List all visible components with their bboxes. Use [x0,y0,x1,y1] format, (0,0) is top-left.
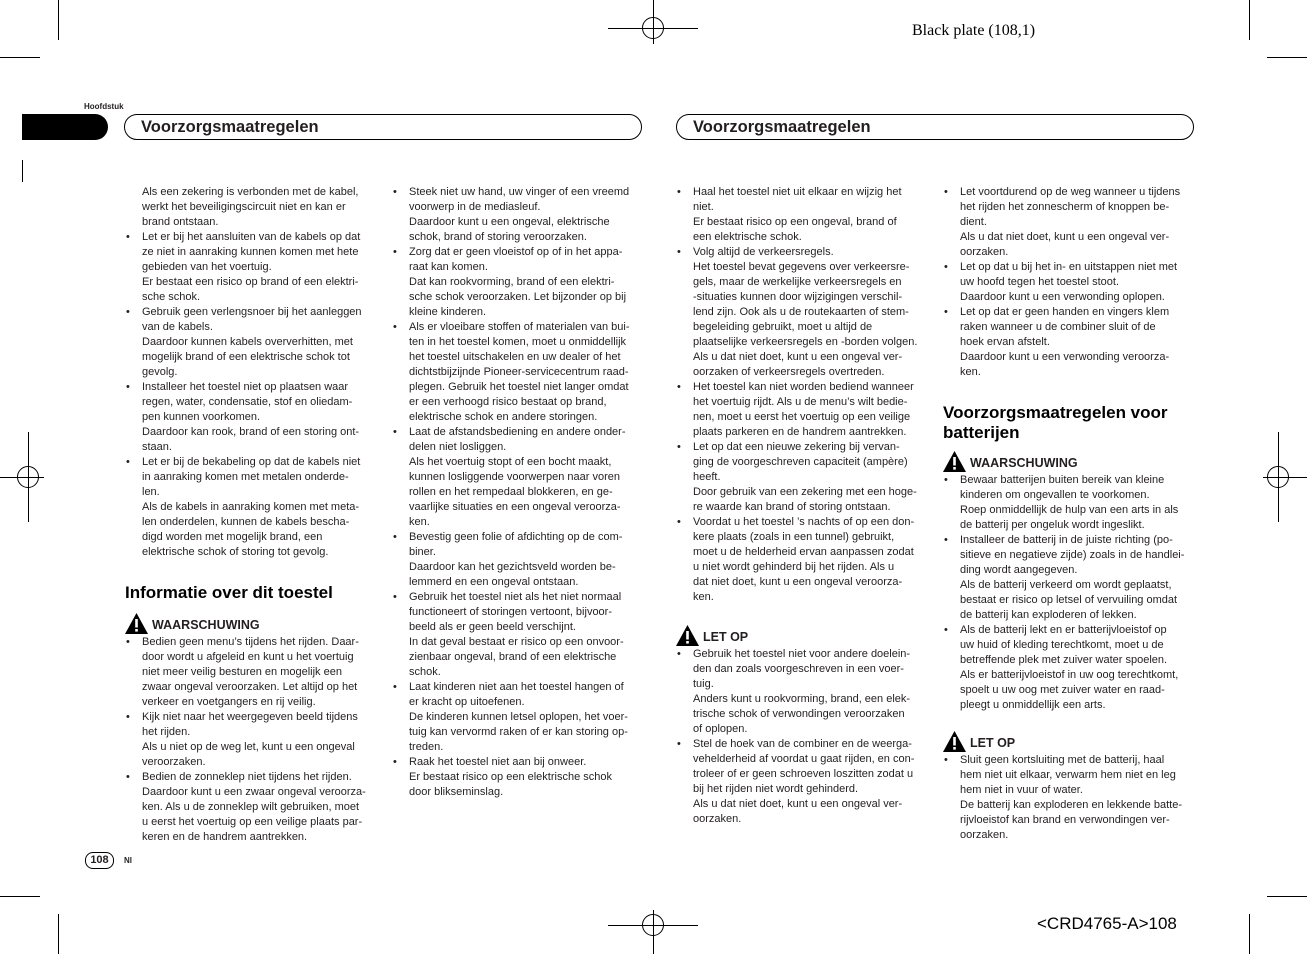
bullet-line: • Als de batterij lekt en er batterijvloeistof op [943,623,1195,638]
text-line: Als u dat niet doet, kunt u een ongeval ver- [960,231,1170,243]
text-line: het rijden. [142,726,191,738]
text-line: Als u dat niet doet, kunt u een ongeval ver- [693,798,903,810]
text-line: oorzaken of verkeersregels overtreden. [693,366,885,378]
column-4 [943,185,1195,843]
text-line: door wordt u afgeleid en kunt u het voertuig [142,651,354,663]
text-line: rollen en het rempedaal blokkeren, en ge- [409,486,613,498]
text-line: gevolg. [142,366,178,378]
crop-mark [58,0,59,40]
text-line: schok, brand of storing veroorzaken. [409,231,587,243]
crop-mark [58,914,59,954]
text-line: re waarde kan brand of storing ontstaan. [693,501,891,513]
text-line: lemmerd en een ongeval ontstaan. [409,576,579,588]
text-block [676,185,928,605]
text-line: Daardoor kunt u een verwonding veroorza- [960,351,1170,363]
bullet-line: • Volg altijd de verkeersregels. [676,245,928,260]
bullet-line: • Gebruik geen verlengsnoer bij het aanleggen [125,305,377,320]
bullet-line: • Kijk niet naar het weergegeven beeld tijdens [125,710,377,725]
section-heading: Informatie over dit toestel [125,583,333,602]
text-line: elektrische schok en andere storingen. [409,411,598,423]
text-line: plaats parkeren en de handrem aantrekken. [693,426,907,438]
text-line: raat kan komen. [409,261,488,273]
text-line: dichtstbijzijnde Pioneer-servicecentrum raad- [409,366,629,378]
text-line: er een verhoogd risico bestaat op brand, [409,396,607,408]
text-line: ken. [409,516,430,528]
warning-icon [943,451,966,472]
text-line: spoelt u uw oog met zuiver water en raad- [960,684,1165,696]
text-line: Als een zekering is verbonden met de kabel, [142,186,359,198]
text-line: len onderdelen, kunnen de kabels bescha- [142,516,350,528]
text-line: tuig kan vervormd raken of er kan storing op- [409,726,628,738]
text-line: van de kabels. [142,321,213,333]
text-line: er kracht op uitoefenen. [409,696,525,708]
text-line: sitieve en negatieve zijde) zoals in de handlei- [960,549,1185,561]
text-line: kere plaats (zoals in een tunnel) gebruikt, [693,531,895,543]
crop-mark [1249,914,1250,954]
text-line: Als er batterijvloeistof in uw oog terechtkomt, [960,669,1179,681]
text-line: pleegt u onmiddellijk een arts. [960,699,1106,711]
text-block [125,635,377,845]
bullet-line: • Installeer het toestel niet op plaatsen waar [125,380,377,395]
warning-icon [943,731,966,752]
text-line: bestaat er risico op letsel of vervuiling omdat [960,594,1178,606]
text-line: gebieden van het voertuig. [142,261,272,273]
text-line: u eerst het voertuig op een veilige plaats par- [142,816,363,828]
crop-mark [0,57,40,58]
text-line: hem niet in vuur of water. [960,784,1083,796]
bullet-line: • Steek niet uw hand, uw vinger of een vreemd [392,185,644,200]
text-line: ken. [693,591,714,603]
bullet-line: • Laat kinderen niet aan het toestel hangen of [392,680,644,695]
text-line: moet u de helderheid ervan aanpassen zodat [693,546,914,558]
text-line: lend zijn. Ook als u de routekaarten of stem- [693,306,909,318]
text-line: oorzaken. [960,829,1009,841]
text-line: door blikseminslag. [409,786,504,798]
bullet-line: • Sluit geen kortsluiting met de batterij, haal [943,753,1195,768]
text-line: niet. [693,201,714,213]
text-block [943,185,1195,380]
text-line: Roep onmiddellijk de hulp van een arts in als [960,504,1179,516]
text-line: Als het voertuig stopt of een bocht maakt, [409,456,612,468]
text-line: raken wanneer u de combiner sluit of de [960,321,1156,333]
text-line: den dan zoals voorgeschreven in een voer- [693,663,904,675]
text-line: sche schok. [142,291,201,303]
text-line: ten in het toestel komen, moet u onmiddellijk [409,336,627,348]
crop-mark [0,896,40,897]
text-line: ken. [960,366,981,378]
bullet-line: • Let er bij het aansluiten van de kabels op dat [125,230,377,245]
text-line: dient. [960,216,987,228]
text-line: ze niet in aanraking kunnen komen met hete [142,246,359,258]
bullet-line: • Voordat u het toestel ’s nachts of op een don- [676,515,928,530]
text-line: Er bestaat een risico op brand of een elektri- [142,276,359,288]
text-line: oorzaken. [693,813,742,825]
text-line: trische schok of verwondingen veroorzaken [693,708,905,720]
text-line: mogelijk brand of een elektrische schok tot [142,351,350,363]
warning-icon [676,625,699,646]
text-line: vaarlijke situaties en een ongeval veroorza- [409,501,621,513]
chapter-tab [22,114,108,140]
text-line: of oplopen. [693,723,748,735]
text-line: het toestel uitschakelen en uw dealer of het [409,351,621,363]
text-line: oorzaken. [960,246,1009,258]
text-line: treden. [409,741,444,753]
bullet-line: • Het toestel kan niet worden bediend wanneer [676,380,928,395]
bullet-line: • Let voortdurend op de weg wanneer u tijdens [943,185,1195,200]
crop-mark [1249,0,1250,40]
text-line: werkt het beveiligingscircuit niet en kan er [142,201,346,213]
section-header-left: Voorzorgsmaatregelen [124,114,642,140]
text-line: veroorzaken. [142,756,206,768]
text-line: Als u dat niet doet, kunt u een ongeval ver- [693,351,903,363]
text-block [943,753,1195,843]
bullet-line: • Bedien geen menu’s tijdens het rijden. Daar- [125,635,377,650]
bullet-line: • Bewaar batterijen buiten bereik van kleine [943,473,1195,488]
text-line: Daardoor kan het gezichtsveld worden be- [409,561,616,573]
caution-label: LET OP [943,733,1195,753]
column-2 [392,185,644,800]
text-line: hem niet uit elkaar, verwarm hem niet en leg [960,769,1176,781]
text-line: len. [142,486,160,498]
bullet-line: • Bedien de zonneklep niet tijdens het rijden. [125,770,377,785]
text-line: digd worden met mogelijk brand, een [142,531,323,543]
text-line: kinderen om ongevallen te voorkomen. [960,489,1150,501]
text-line: hoek ervan afstelt. [960,336,1050,348]
text-line: ding wordt aangegeven. [960,564,1078,576]
text-line: begeleiding gebruikt, moet u altijd de [693,321,873,333]
bullet-line: • Haal het toestel niet uit elkaar en wijzig het [676,185,928,200]
text-line: delen niet losliggen. [409,441,507,453]
warning-icon [125,613,148,634]
text-block [943,473,1195,713]
section-header-right: Voorzorgsmaatregelen [676,114,1194,140]
text-line: Er bestaat risico op een ongeval, brand of [693,216,897,228]
text-line: heeft. [693,471,721,483]
text-line: staan. [142,441,172,453]
text-line: De kinderen kunnen letsel oplopen, het voer- [409,711,628,723]
column-3 [676,185,928,827]
text-line: elektrische schok of storing tot gevolg. [142,546,329,558]
text-line: uw huid of kleding terechtkomt, moet u de [960,639,1164,651]
text-line: uw hoofd tegen het toestel stoot. [960,276,1120,288]
column-1 [125,185,377,845]
section-heading: Voorzorgsmaatregelen voor [943,403,1168,422]
text-line: tuig. [693,678,714,690]
text-line: Daardoor kunt u een ongeval, elektrische [409,216,610,228]
warning-label: WAARSCHUWING [943,453,1195,473]
text-line: vehelderheid af voordat u gaat rijden, en con- [693,753,915,765]
text-line: Als de batterij verkeerd om wordt geplaatst, [960,579,1172,591]
text-line: schok. [409,666,441,678]
text-line: de batterij kan exploderen of lekken. [960,609,1137,621]
text-line: sche schok veroorzaken. Let bijzonder op bij [409,291,627,303]
crop-mark [1267,896,1307,897]
text-line: in aanraking komen met metalen onderde- [142,471,349,483]
text-line: de batterij per ongeluk wordt ingeslikt. [960,519,1145,531]
text-line: ken. Als u de zonneklep wilt gebruiken, moet [142,801,360,813]
text-line: Als de kabels in aanraking komen met meta- [142,501,360,513]
text-line: kleine kinderen. [409,306,487,318]
text-line: beeld als er geen beeld verschijnt. [409,621,576,633]
bullet-line: • Als er vloeibare stoffen of materialen van bui- [392,320,644,335]
text-line: het rijden het zonnescherm of knoppen be- [960,201,1170,213]
text-line: zwaar ongeval veroorzaken. Let altijd op het [142,681,358,693]
text-line: plegen. Gebruik het toestel niet langer omdat [409,381,629,393]
text-line: functioneert of storingen vertoont, bijvoor- [409,606,613,618]
language-label: Nl [124,856,132,865]
bullet-line: • Let op dat u bij het in- en uitstappen niet met [943,260,1195,275]
text-line: keren en de handrem aantrekken. [142,831,308,843]
bullet-line: • Stel de hoek van de combiner en de weerga- [676,737,928,752]
page-number: 108 [85,852,114,869]
text-line: De batterij kan exploderen en lekkende batte- [960,799,1182,811]
text-line: Daardoor kan rook, brand of een storing ont- [142,426,360,438]
text-line: -situaties kunnen door wijzigingen verschil- [693,291,903,303]
text-line: kunnen losliggende voorwerpen naar voren [409,471,620,483]
chapter-label: Hoofdstuk [84,102,124,111]
text-line: een elektrische schok. [693,231,802,243]
text-line: Er bestaat risico op een elektrische schok [409,771,612,783]
text-line: In dat geval bestaat er risico op een onvoor- [409,636,624,648]
text-line: ging de voorgeschreven capaciteit (ampère) [693,456,908,468]
text-line: niet meer veilig besturen en mogelijk een [142,666,342,678]
plate-label: Black plate (108,1) [912,22,1036,39]
text-line: voorwerp in de mediasleuf. [409,201,541,213]
bullet-line: • Let er bij de bekabeling op dat de kabels niet [125,455,377,470]
warning-label: WAARSCHUWING [125,615,377,635]
text-line: plaatselijke verkeersregels en -borden volgen. [693,336,918,348]
text-line: dat niet doet, kunt u een ongeval veroorza- [693,576,903,588]
text-line: Door gebruik van een zekering met een hoge- [693,486,917,498]
bullet-line: • Bevestig geen folie of afdichting op de com- [392,530,644,545]
section-heading-cont: batterijen [943,423,1020,442]
bullet-line: • Gebruik het toestel niet voor andere doelein- [676,647,928,662]
text-line: Anders kunt u rookvorming, brand, een elek- [693,693,911,705]
text-line: Daardoor kunnen kabels oververhitten, met [142,336,353,348]
text-line: pen kunnen voorkomen. [142,411,261,423]
text-line: bij het rijden niet wordt gehinderd. [693,783,859,795]
document-code: <CRD4765-A>108 [1037,914,1177,933]
text-block [676,647,928,827]
text-line: Daardoor kunt u een zwaar ongeval veroorza- [142,786,366,798]
text-line: betreffende plek met zuiver water spoelen. [960,654,1168,666]
text-line: u niet wordt gehinderd bij het rijden. Als u [693,561,895,573]
text-line: Daardoor kunt u een verwonding oplopen. [960,291,1165,303]
bullet-line: • Installeer de batterij in de juiste richting (po- [943,533,1195,548]
text-line: Als u niet op de weg let, kunt u een ongeval [142,741,355,753]
text-line: brand ontstaan. [142,216,219,228]
bullet-line: • Let op dat er geen handen en vingers klem [943,305,1195,320]
bullet-line: • Zorg dat er geen vloeistof op of in het appa- [392,245,644,260]
bullet-line: • Let op dat een nieuwe zekering bij vervan- [676,440,928,455]
text-line: Dat kan rookvorming, brand of een elektri- [409,276,615,288]
text-line: verkeer en voetgangers en rij veilig. [142,696,316,708]
bullet-line: • Raak het toestel niet aan bij onweer. [392,755,644,770]
bullet-line: • Laat de afstandsbediening en andere onder- [392,425,644,440]
crop-mark [22,160,23,182]
text-line: troleer of er geen schroeven loszitten zodat u [693,768,914,780]
text-block [125,185,377,560]
text-line: Het toestel bevat gegevens over verkeersre- [693,261,910,273]
text-line: gels, maar de werkelijke verkeersregels en [693,276,902,288]
bullet-line: • Gebruik het toestel niet als het niet normaal [392,590,644,605]
text-line: regen, water, condensatie, stof en oliedam- [142,396,353,408]
text-line: het voertuig rijdt. Als u de menu’s wilt bedie- [693,396,908,408]
text-block [392,185,644,800]
text-line: nen, moet u eerst het voertuig op een veilige [693,411,911,423]
text-line: rijvloeistof kan brand en verwondingen ver- [960,814,1170,826]
crop-mark [1267,57,1307,58]
text-line: zienbaar ongeval, brand of een elektrische [409,651,617,663]
text-line: biner. [409,546,436,558]
caution-label: LET OP [676,627,928,647]
